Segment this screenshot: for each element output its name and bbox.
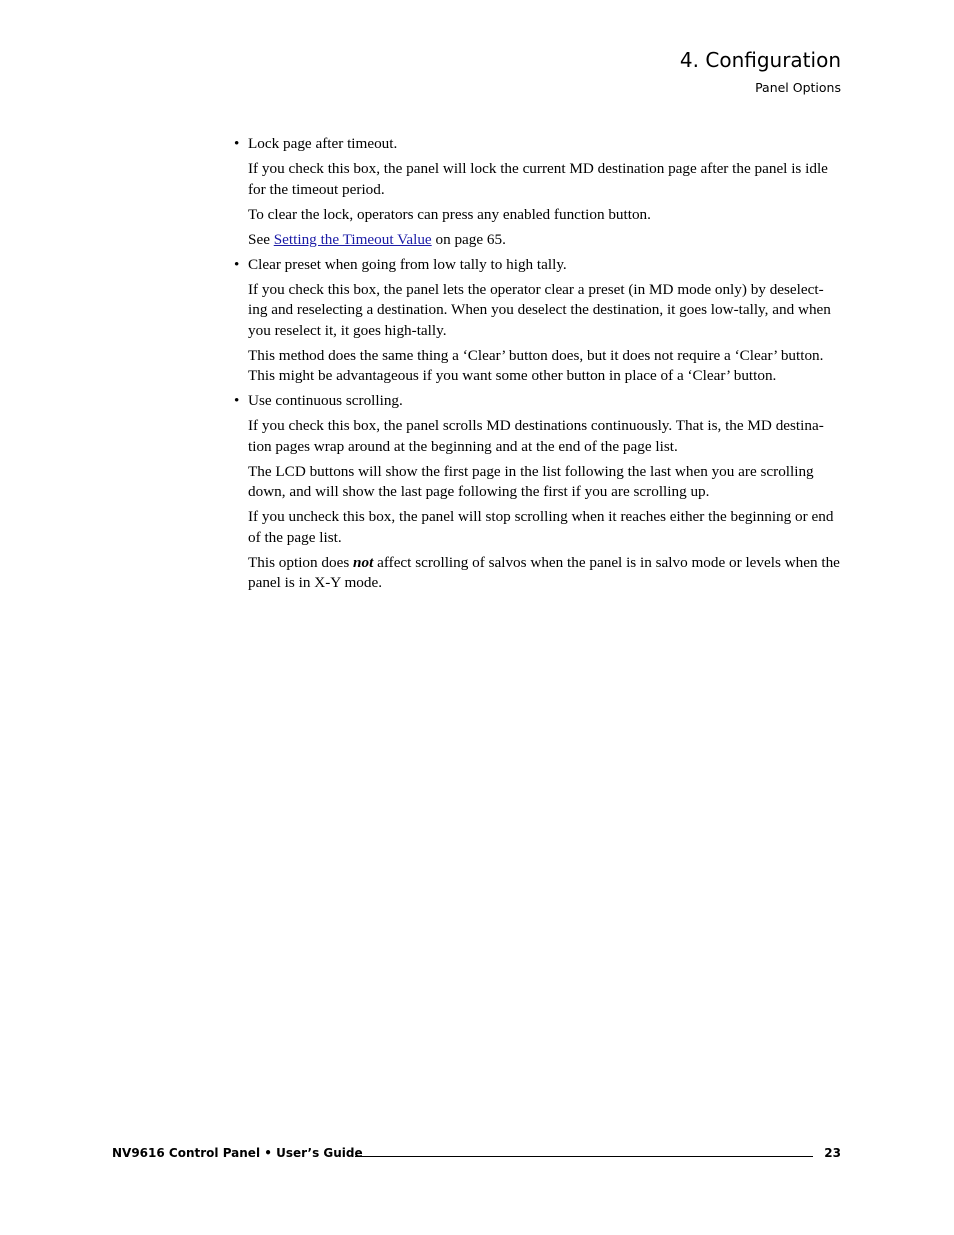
see-suffix: on page 65. [431,230,506,248]
page-number: 23 [824,1146,841,1160]
chapter-title: 4. Configuration [679,48,841,72]
lock-see-reference [234,230,841,251]
page-body [234,134,841,598]
scroll-paragraph-1: If you check this box, the panel scrolls MD destinations continuously. That is, the MD destina-tion pages wrap around at the beginning and at the end of the page list. [248,417,824,455]
scroll-paragraph-4 [234,553,841,594]
scroll-p4-prefix: This option does [248,553,354,571]
clear-paragraph-2: This method does the same thing a ‘Clear’ button does, but it does not require a ‘Clear’ button. This might be advantageous if you want some other button in place of a ‘Clear’ button. [248,346,824,384]
footer-title: NV9616 Control Panel • User’s Guide [112,1146,363,1160]
timeout-value-link[interactable]: Setting the Timeout Value [273,230,432,248]
scroll-p4-suffix: affect scrolling of salvos when the panel is in salvo mode or levels when the panel is in X-Y mode. [248,553,840,591]
scroll-paragraph-2: The LCD buttons will show the first page in the list following the last when you are scrolling down, and will show the last page following the first if you are scrolling up. [248,462,814,500]
bullet-continuous-scrolling: • Use continuous scrolling. [234,391,841,412]
clear-paragraph-1: If you check this box, the panel lets the operator clear a preset (in MD mode only) by deselect-ing and reselecting a destination. When you deselect the destination, it goes low-tally, and when you reselect it, it goes high-tally. [248,280,831,339]
scroll-paragraph-3: If you uncheck this box, the panel will stop scrolling when it reaches either the beginning or end of the page list. [248,508,834,546]
scroll-p4-emphasis: not [353,553,374,571]
lock-paragraph-2: To clear the lock, operators can press any enabled function button. [248,205,651,223]
see-prefix: See [248,230,274,248]
lock-paragraph-1: If you check this box, the panel will lock the current MD destination page after the panel is idle for the timeout period. [248,160,828,198]
section-title: Panel Options [755,80,841,95]
bullet-clear-preset: • Clear preset when going from low tally to high tally. [234,255,841,276]
bullet-lock-page: • Lock page after timeout. [234,134,841,155]
footer-rule [355,1156,813,1157]
